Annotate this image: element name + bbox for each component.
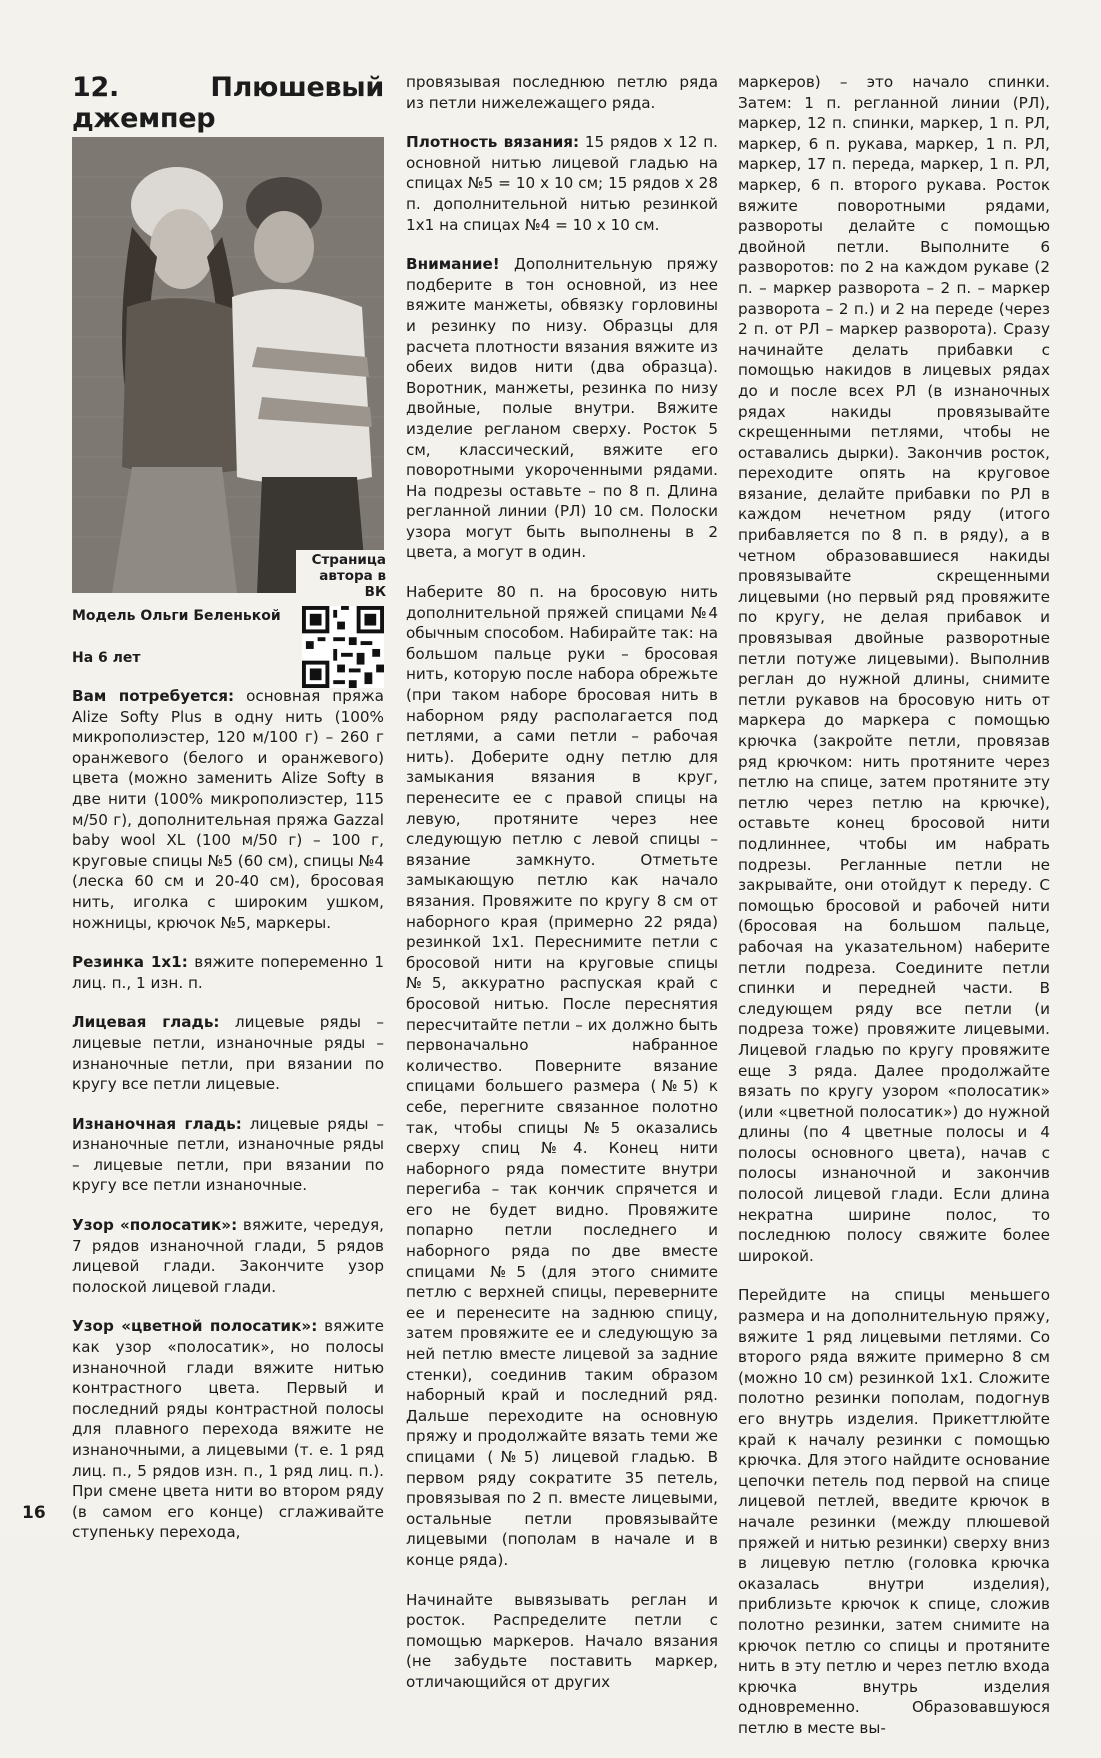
col3-paragraph [738, 1285, 1050, 1738]
paragraph-text: Начинайте вывязывать реглан и росток. Распределите петли с помощью маркеров. Начало вязания (не забудьте поставить маркер, отличающийся от других [406, 1590, 718, 1691]
col2-paragraph [406, 72, 718, 113]
photo-children-in-sweaters [72, 137, 384, 593]
paragraph-label: Вам потребуется: [72, 687, 235, 705]
col2-paragraph [406, 132, 718, 235]
paragraph-label: Узор «полосатик»: [72, 1216, 238, 1235]
column-1-text [72, 686, 384, 1562]
col1-paragraph [72, 952, 384, 993]
size-age: На 6 лет [72, 650, 141, 666]
col1-paragraph [72, 1316, 384, 1543]
col1-paragraph [72, 1012, 384, 1094]
paragraph-label: Лицевая гладь: [72, 1013, 220, 1032]
page-title: 12. Плюшевый джемпер [72, 72, 384, 134]
paragraph-label: Внимание! [406, 255, 500, 274]
paragraph-text: лицевые ряды – изнаночные петли, изнаночные ряды – лицевые петли, при вязании по кругу все петли изнаночные. [72, 1114, 384, 1195]
paragraph-text: маркеров) – это начало спинки. Затем: 1 п. регланной линии (РЛ), маркер, 12 п. спинки, маркер, 1 п. РЛ, маркер, 6 п. рукава, маркер, 1 п. РЛ, маркер, 17 п. переда, маркер, 1 п. РЛ, маркер, 6 п. второго рукава. Росток вяжите поворотными рядами, развороты делайте с помощью двойной петли. Выполните 6 разворотов: по 2 на каждом рукаве (2 п. – маркер разворота – 2 п. – маркер разворота – 2 п.) и 2 на переде (через 2 п. от РЛ – маркер разворота). Сразу начинайте делать прибавки с помощью накидов в лицевых рядах до и после всех РЛ (в изнаночных рядах накиды провязывайте скрещенными петлями, чтобы не оставались дырки). Закончив росток, переходите опять на круговое вязание, делайте прибавки по РЛ в каждом нечетном ряду (итого прибавляется по 8 п. в ряду), а в четном образовавшиеся накиды провязывайте скрещенными лицевыми (но первый ряд провяжите по кругу, не делая прибавок и провязывая двойные разворотные петли потуже лицевыми). Выполнив реглан до нужной длины, снимите петли рукавов на бросовую нить от маркера до маркера с помощью крючка (закройте петли, провязав ряд крючком: нить протяните через петлю на спице, затем протяните эту петлю через петлю на крючке), оставьте конец бросовой нити подлиннее, чтобы им набрать подрезы. Регланные петли не закрывайте, они отойдут к переду. С помощью бросовой и рабочей нити (бросовая на большом пальце, рабочая на указательном) наберите петли подреза. Соедините петли спинки и передней части. В следующем ряду все петли (и подреза тоже) провяжите лицевыми. Лицевой гладью по кругу провяжите еще 3 ряда. Далее продолжайте вязать по кругу узором «полосатик» (или «цветной полосатик») до нужной длины (по 4 цветные полосы и 4 полосы основного цвета), начав с полосы изнаночной и закончив полосой лицевой глади. Если длина некратна ширине полос, то последнюю полосу свяжите более широкой. [738, 73, 1050, 1265]
page-number: 16 [22, 1503, 46, 1523]
column-1-header [72, 72, 384, 144]
col2-paragraph [406, 254, 718, 563]
column-2-text [406, 72, 718, 1712]
col1-paragraph [72, 1215, 384, 1297]
paragraph-text: основная пряжа Alize Softy Plus в одну нить (100% микрополиэстер, 120 м/100 г) – 260 г оранжевого (белого и оранжевого) цвета (можно заменить Alize Softy в две нити (100% микрополиэстер, 115 м/50 г), дополнительная пряжа Gazzal baby wool XL (100 м/50 г) – 100 г, круговые спицы №5 (60 см), спицы №4 (леска 60 см и 20-40 см), бросовая нить, иголка с широким ушком, ножницы, крючок №5, маркеры. [72, 687, 385, 932]
qr-code-icon[interactable] [302, 606, 384, 688]
paragraph-text: Наберите 80 п. на бросовую нить дополнительной пряжей спицами №4 обычным способом. Набирайте так: на большом пальце руки – бросовая нить, которую после набора обрежьте (при таком наборе бросовая нить в наборном ряду располагается под петлями, а сами петли – рабочая нить). Доберите одну петлю для замыкания вязания в круг, перенесите ее с правой спицы на левую, протяните через нее следующую петлю с левой спицы – вязание замкнуто. Отметьте замыкающую петлю как начало вязания. Провяжите по кругу 8 см от наборного края (примерно 22 ряда) резинкой 1х1. Переснимите петли с бросовой нити на круговые спицы №5, аккуратно распуская край с бросовой нитью. После переснятия пересчитайте петли – их должно быть первоначально набранное количество. Поверните вязание спицами большего размера (№5) к себе, перегните связанное полотно так, чтобы спицы №5 оказались сверху спиц №4. Конец нити наборного ряда поместите внутри перегиба – так кончик спрячется и его не будет видно. Провяжите попарно петли последнего и наборного ряда по две вместе спицами №5 (для этого снимите петлю с верхней спицы, переверните ее и перенесите на заднюю спицу, затем провяжите ее и следующую за ней петлю вместе лицевой за задние стенки), соединив таким образом наборный край и последний ряд. Дальше переходите на основную пряжу и продолжайте вязать теми же спицами (№5) лицевой гладью. В первом ряду сократите 35 петель, провязывая по 2 п. вместе лицевыми, остальные петли провязывайте лицевыми (пополам в начале и в конце ряда). [406, 583, 718, 1569]
paragraph-text: провязывая последнюю петлю ряда из петли нижележащего ряда. [406, 73, 718, 112]
paragraph-text: вяжите, чередуя, 7 рядов изнаночной глади, 5 рядов лицевой глади. Закончите узор полоской лицевой глади. [72, 1216, 384, 1296]
qr-caption: Страница автора в ВК [296, 550, 386, 602]
paragraph-label: Изнаночная гладь: [72, 1114, 242, 1133]
paragraph-label: Узор «цветной полосатик»: [72, 1317, 318, 1336]
col3-paragraph [738, 72, 1050, 1266]
paragraph-text: вяжите как узор «полосатик», но полосы изнаночной глади вяжите нитью контрастного цвета. Первый и последний ряды контрастной полосы для плавного перехода вяжите не изнаночными, а лицевыми (т. е. 1 ряд лиц. п., 5 рядов изн. п., 1 ряд лиц. п.). При смене цвета нити во втором ряду (в самом его конце) сглаживайте ступеньку перехода, [72, 1317, 384, 1542]
col1-paragraph [72, 1114, 384, 1196]
paragraph-label: Резинка 1х1: [72, 953, 188, 972]
paragraph-text: 15 рядов х 12 п. основной нитью лицевой гладью на спицах №5 = 10 х 10 см; 15 рядов х 28 п. дополнительной нитью резинкой 1х1 на спицах №4 = 10 х 10 см. [406, 133, 719, 234]
model-credit: Модель Ольги Беленькой [72, 608, 281, 624]
qr-block [296, 550, 386, 692]
column-3-text [738, 72, 1050, 1758]
paragraph-text: Перейдите на спицы меньшего размера и на дополнительную пряжу, вяжите 1 ряд лицевыми петлями. Со второго ряда вяжите примерно 8 см (можно 10 см) резинкой 1х1. Сложите полотно резинки пополам, подогнув его внутрь изделия. Прикеттлюйте край к началу резинки с помощью крючка. Для этого найдите основание цепочки петель под первой на спице лицевой петлей, введите крючок в начале резинки (между плюшевой пряжей и нитью резинки) сверху вниз в лицевую петлю (головка крючка оказалась внутри изделия), приблизьте крючок к спице, сложив полотно резинки, затем снимите на крючок петлю со спицы и протяните нить в эту петлю и через петлю входа крючка внутрь изделия одновременно. Образовавшуюся петлю в месте вы- [738, 1286, 1050, 1737]
col2-paragraph [406, 582, 718, 1571]
paragraph-text: лицевые ряды – лицевые петли, изнаночные ряды – изнаночные петли, при вязании по кругу все петли лицевые. [72, 1013, 384, 1094]
paragraph-label: Плотность вязания: [406, 133, 580, 152]
col1-paragraph [72, 686, 384, 933]
col2-paragraph [406, 1590, 718, 1693]
paragraph-text: вяжите попеременно 1 лиц. п., 1 изн. п. [72, 953, 384, 992]
paragraph-text: Дополнительную пряжу подберите в тон основной, из нее вяжите манжеты, обвязку горловины и резинку по низу. Образцы для расчета плотности вязания вяжите из обеих видов нити (два образца). Воротник, манжеты, резинка по низу двойные, полые внутри. Вяжите изделие регланом сверху. Росток 5 см, классический, вяжите его поворотными укороченными рядами. На подрезы оставьте – по 8 п. Длина регланной линии (РЛ) 10 см. Полоски узора могут быть выполнены в 2 цвета, а могут в один. [406, 255, 718, 562]
